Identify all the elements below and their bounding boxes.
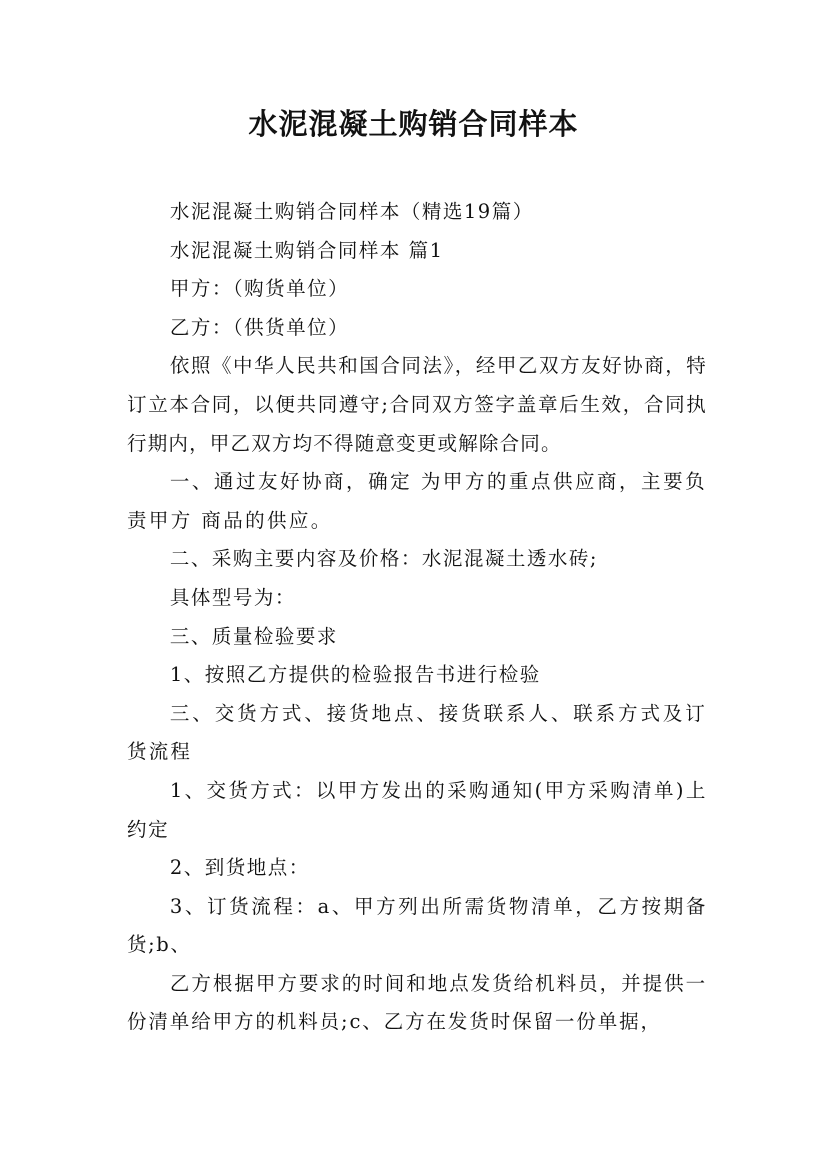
paragraph-delivery-location: 2、到货地点： — [169, 856, 310, 880]
paragraph-clause-delivery: 三、交货方式、接货地点、接货联系人、联系方式及订货流程 — [127, 701, 707, 764]
paragraph-order-process: 3、订货流程：a、甲方列出所需货物清单，乙方按期备货;b、 — [127, 894, 707, 957]
paragraph-party-a: 甲方：（购货单位） — [169, 277, 350, 301]
paragraph-clause-3: 三、质量检验要求 — [169, 624, 338, 648]
paragraph-delivery-method: 1、交货方式：以甲方发出的采购通知(甲方采购清单)上约定 — [127, 778, 707, 841]
paragraph-order-process-cont: 乙方根据甲方要求的时间和地点发货给机料员，并提供一份清单给甲方的机料员;c、乙方在发货时保留一份单据， — [127, 971, 707, 1034]
paragraph-clause-3-1: 1、按照乙方提供的检验报告书进行检验 — [169, 663, 541, 687]
paragraph-model: 具体型号为： — [169, 585, 296, 609]
paragraph-party-b: 乙方：（供货单位） — [169, 315, 350, 339]
document-title: 水泥混凝土购销合同样本 — [248, 107, 579, 141]
paragraph-preamble: 依照《中华人民共和国合同法》，经甲乙双方友好协商，特订立本合同，以便共同遵守;合同双方签字盖章后生效，合同执行期内，甲乙双方均不得随意变更或解除合同。 — [127, 354, 707, 455]
paragraph-section-title: 水泥混凝土购销合同样本 篇1 — [169, 238, 444, 262]
paragraph-clause-2: 二、采购主要内容及价格：水泥混凝土透水砖; — [169, 547, 598, 571]
paragraph-heading-subtitle: 水泥混凝土购销合同样本（精选19篇） — [169, 200, 534, 223]
paragraph-clause-1: 一、通过友好协商，确定 为甲方的重点供应商，主要负责甲方 商品的供应。 — [127, 470, 707, 532]
document-body — [127, 193, 707, 1042]
